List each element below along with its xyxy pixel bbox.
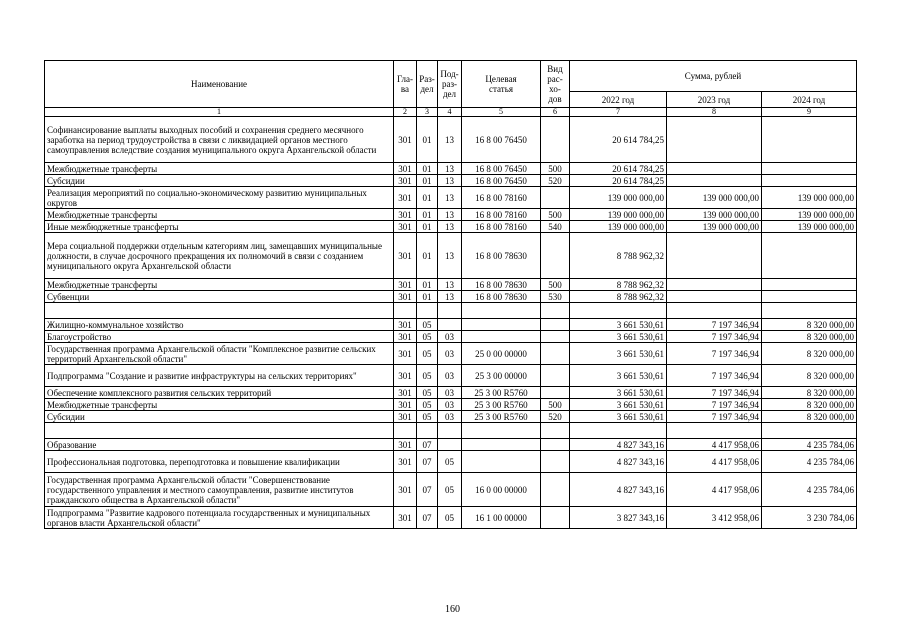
row-name: Субвенции [45, 291, 394, 303]
row-razdel: 05 [417, 365, 438, 387]
row-vid [541, 439, 570, 451]
budget-table [44, 60, 857, 529]
header-2024: 2024 год [762, 92, 857, 108]
row-name: Подпрограмма "Развитие кадрового потенциала государственных и муниципальных органов власти Архангельской области" [45, 507, 394, 529]
row-sum-2023: 4 417 958,06 [667, 473, 762, 507]
row-razdel: 01 [417, 221, 438, 233]
row-sum-2022: 139 000 000,00 [570, 221, 667, 233]
row-sum-2023: 7 197 346,94 [667, 411, 762, 423]
table-row [45, 365, 857, 387]
row-podrazdel: 13 [438, 175, 462, 187]
row-sum-2023: 139 000 000,00 [667, 187, 762, 209]
row-podrazdel: 03 [438, 365, 462, 387]
row-target [462, 451, 541, 473]
row-sum-2022: 3 661 530,61 [570, 411, 667, 423]
column-number: 5 [462, 108, 541, 117]
row-razdel: 07 [417, 507, 438, 529]
row-name [45, 303, 394, 319]
row-razdel [417, 303, 438, 319]
row-podrazdel: 03 [438, 331, 462, 343]
row-sum-2023: 7 197 346,94 [667, 343, 762, 365]
row-sum-2024: 139 000 000,00 [762, 209, 857, 221]
row-sum-2023: 4 417 958,06 [667, 451, 762, 473]
row-target [462, 303, 541, 319]
table-row [45, 473, 857, 507]
row-target [462, 319, 541, 331]
row-sum-2023: 7 197 346,94 [667, 319, 762, 331]
row-razdel: 05 [417, 387, 438, 399]
row-target: 25 3 00 R5760 [462, 411, 541, 423]
header-name: Наименование [45, 61, 394, 108]
row-sum-2023 [667, 279, 762, 291]
row-vid: 500 [541, 209, 570, 221]
row-glava: 301 [394, 117, 417, 163]
row-name: Мера социальной поддержки отдельным категориям лиц, замещавших муниципальные должности, в случае досрочного прекращения их полномочий в связи с созданием муниципального округа Архангельской области [45, 233, 394, 279]
row-sum-2024: 8 320 000,00 [762, 343, 857, 365]
row-name: Софинансирование выплаты выходных пособий и сохранения среднего месячного заработка на период трудоустройства в связи с ликвидацией органов местного самоуправления вследствие создания муниципального округа Архангельской области [45, 117, 394, 163]
row-glava: 301 [394, 187, 417, 209]
row-glava: 301 [394, 439, 417, 451]
row-vid [541, 343, 570, 365]
row-sum-2023: 139 000 000,00 [667, 221, 762, 233]
row-sum-2023 [667, 163, 762, 175]
row-sum-2023: 7 197 346,94 [667, 399, 762, 411]
row-podrazdel [438, 319, 462, 331]
row-target: 16 8 00 78630 [462, 291, 541, 303]
row-sum-2022: 20 614 784,25 [570, 163, 667, 175]
row-podrazdel: 13 [438, 187, 462, 209]
row-target: 16 0 00 00000 [462, 473, 541, 507]
row-target: 25 3 00 R5760 [462, 399, 541, 411]
row-sum-2022: 3 661 530,61 [570, 365, 667, 387]
row-vid [541, 331, 570, 343]
row-vid: 500 [541, 279, 570, 291]
row-sum-2024 [762, 423, 857, 439]
row-podrazdel: 13 [438, 221, 462, 233]
header-vid: Вид рас- хо- дов [541, 61, 570, 108]
row-vid [541, 507, 570, 529]
row-sum-2022: 8 788 962,32 [570, 233, 667, 279]
row-sum-2023 [667, 291, 762, 303]
row-podrazdel: 13 [438, 279, 462, 291]
row-glava: 301 [394, 473, 417, 507]
table-row [45, 291, 857, 303]
row-vid [541, 451, 570, 473]
header-2023: 2023 год [667, 92, 762, 108]
row-vid [541, 319, 570, 331]
row-sum-2024 [762, 117, 857, 163]
row-razdel: 01 [417, 291, 438, 303]
table-row [45, 187, 857, 209]
row-sum-2022: 3 827 343,16 [570, 507, 667, 529]
row-sum-2022: 139 000 000,00 [570, 187, 667, 209]
row-glava: 301 [394, 451, 417, 473]
row-target: 16 1 00 00000 [462, 507, 541, 529]
row-sum-2024 [762, 233, 857, 279]
row-vid [541, 303, 570, 319]
row-vid [541, 473, 570, 507]
row-name: Реализация мероприятий по социально-экономическому развитию муниципальных округов [45, 187, 394, 209]
row-sum-2023: 4 417 958,06 [667, 439, 762, 451]
row-sum-2024: 139 000 000,00 [762, 221, 857, 233]
row-sum-2023 [667, 175, 762, 187]
column-number: 1 [45, 108, 394, 117]
row-sum-2023 [667, 303, 762, 319]
row-podrazdel: 05 [438, 473, 462, 507]
row-glava: 301 [394, 331, 417, 343]
column-number-row [45, 108, 857, 117]
row-sum-2022 [570, 423, 667, 439]
row-target [462, 423, 541, 439]
row-razdel: 05 [417, 319, 438, 331]
row-target: 25 3 00 00000 [462, 365, 541, 387]
row-podrazdel: 05 [438, 451, 462, 473]
table-row [45, 117, 857, 163]
row-target: 16 8 00 76450 [462, 175, 541, 187]
column-number: 6 [541, 108, 570, 117]
table-row [45, 175, 857, 187]
row-sum-2024: 8 320 000,00 [762, 365, 857, 387]
table-row [45, 507, 857, 529]
header-2022: 2022 год [570, 92, 667, 108]
row-sum-2024: 3 230 784,06 [762, 507, 857, 529]
table-row [45, 279, 857, 291]
row-podrazdel [438, 303, 462, 319]
row-sum-2024 [762, 291, 857, 303]
row-podrazdel: 13 [438, 163, 462, 175]
row-sum-2024: 8 320 000,00 [762, 399, 857, 411]
row-sum-2022 [570, 303, 667, 319]
row-sum-2023 [667, 233, 762, 279]
row-sum-2024: 8 320 000,00 [762, 411, 857, 423]
row-sum-2024: 139 000 000,00 [762, 187, 857, 209]
row-vid: 530 [541, 291, 570, 303]
table-row [45, 319, 857, 331]
row-target: 16 8 00 76450 [462, 163, 541, 175]
column-number: 3 [417, 108, 438, 117]
row-name: Государственная программа Архангельской области "Совершенствование государственного управления и местного самоуправления, развитие институтов гражданского общества в Архангельской области" [45, 473, 394, 507]
row-name: Профессиональная подготовка, переподготовка и повышение квалификации [45, 451, 394, 473]
row-vid: 540 [541, 221, 570, 233]
row-razdel: 01 [417, 117, 438, 163]
row-vid [541, 117, 570, 163]
table-row [45, 331, 857, 343]
row-name: Государственная программа Архангельской области "Комплексное развитие сельских территорий Архангельской области" [45, 343, 394, 365]
row-target: 16 8 00 78160 [462, 209, 541, 221]
row-podrazdel: 05 [438, 507, 462, 529]
row-sum-2022: 3 661 530,61 [570, 399, 667, 411]
row-sum-2023: 3 412 958,06 [667, 507, 762, 529]
row-name: Подпрограмма "Создание и развитие инфраструктуры на сельских территориях" [45, 365, 394, 387]
row-vid [541, 387, 570, 399]
row-glava: 301 [394, 233, 417, 279]
row-sum-2022: 3 661 530,61 [570, 319, 667, 331]
row-target: 25 0 00 00000 [462, 343, 541, 365]
row-name: Межбюджетные трансферты [45, 279, 394, 291]
row-glava: 301 [394, 175, 417, 187]
table-row [45, 439, 857, 451]
column-number: 2 [394, 108, 417, 117]
row-vid [541, 187, 570, 209]
row-sum-2022: 4 827 343,16 [570, 439, 667, 451]
row-sum-2022: 3 661 530,61 [570, 331, 667, 343]
row-name: Обеспечение комплексного развития сельских территорий [45, 387, 394, 399]
row-glava: 301 [394, 387, 417, 399]
row-name: Межбюджетные трансферты [45, 399, 394, 411]
row-sum-2024: 8 320 000,00 [762, 387, 857, 399]
row-name: Субсидии [45, 411, 394, 423]
row-sum-2022: 4 827 343,16 [570, 451, 667, 473]
row-vid: 500 [541, 399, 570, 411]
row-target [462, 439, 541, 451]
row-vid: 520 [541, 175, 570, 187]
row-razdel: 01 [417, 163, 438, 175]
page-number: 160 [445, 604, 460, 615]
row-target: 25 3 00 R5760 [462, 387, 541, 399]
column-number: 9 [762, 108, 857, 117]
row-sum-2024: 4 235 784,06 [762, 439, 857, 451]
table-row [45, 451, 857, 473]
row-sum-2024: 4 235 784,06 [762, 473, 857, 507]
row-glava: 301 [394, 221, 417, 233]
row-sum-2023: 7 197 346,94 [667, 365, 762, 387]
row-podrazdel: 03 [438, 387, 462, 399]
row-glava [394, 303, 417, 319]
row-glava: 301 [394, 279, 417, 291]
row-sum-2022: 8 788 962,32 [570, 291, 667, 303]
column-number: 4 [438, 108, 462, 117]
table-row [45, 233, 857, 279]
row-name: Межбюджетные трансферты [45, 163, 394, 175]
row-razdel: 01 [417, 175, 438, 187]
column-number: 7 [570, 108, 667, 117]
row-podrazdel [438, 423, 462, 439]
row-razdel: 05 [417, 343, 438, 365]
row-razdel: 05 [417, 411, 438, 423]
row-razdel: 01 [417, 187, 438, 209]
row-target [462, 331, 541, 343]
row-vid [541, 423, 570, 439]
row-podrazdel: 03 [438, 399, 462, 411]
row-razdel: 07 [417, 473, 438, 507]
table-row [45, 209, 857, 221]
row-sum-2023 [667, 423, 762, 439]
table-row [45, 387, 857, 399]
column-number: 8 [667, 108, 762, 117]
row-sum-2024 [762, 279, 857, 291]
row-razdel: 05 [417, 399, 438, 411]
header-sum: Сумма, рублей [570, 61, 857, 92]
row-glava: 301 [394, 319, 417, 331]
row-podrazdel [438, 439, 462, 451]
table-row [45, 411, 857, 423]
row-razdel: 07 [417, 439, 438, 451]
row-razdel: 05 [417, 331, 438, 343]
row-sum-2024: 8 320 000,00 [762, 331, 857, 343]
row-name: Межбюджетные трансферты [45, 209, 394, 221]
row-glava: 301 [394, 507, 417, 529]
row-vid: 520 [541, 411, 570, 423]
table-row [45, 221, 857, 233]
row-glava: 301 [394, 343, 417, 365]
row-target: 16 8 00 78160 [462, 221, 541, 233]
row-podrazdel: 13 [438, 233, 462, 279]
row-glava: 301 [394, 291, 417, 303]
row-vid: 500 [541, 163, 570, 175]
header-razdel: Раз- дел [417, 61, 438, 108]
table-row [45, 399, 857, 411]
row-sum-2022: 3 661 530,61 [570, 387, 667, 399]
row-name: Образование [45, 439, 394, 451]
row-target: 16 8 00 78630 [462, 233, 541, 279]
row-sum-2022: 20 614 784,25 [570, 175, 667, 187]
row-podrazdel: 03 [438, 411, 462, 423]
row-glava: 301 [394, 411, 417, 423]
row-sum-2022: 20 614 784,25 [570, 117, 667, 163]
row-glava [394, 423, 417, 439]
row-glava: 301 [394, 365, 417, 387]
row-sum-2022: 139 000 000,00 [570, 209, 667, 221]
row-vid [541, 233, 570, 279]
header-glava: Гла- ва [394, 61, 417, 108]
row-sum-2023: 7 197 346,94 [667, 387, 762, 399]
table-spacer-row [45, 423, 857, 439]
header-target: Целевая статья [462, 61, 541, 108]
row-podrazdel: 13 [438, 117, 462, 163]
row-podrazdel: 13 [438, 291, 462, 303]
row-name [45, 423, 394, 439]
row-sum-2022: 3 661 530,61 [570, 343, 667, 365]
row-podrazdel: 03 [438, 343, 462, 365]
table-row [45, 343, 857, 365]
row-name: Жилищно-коммунальное хозяйство [45, 319, 394, 331]
row-podrazdel: 13 [438, 209, 462, 221]
row-target: 16 8 00 78160 [462, 187, 541, 209]
row-target: 16 8 00 78630 [462, 279, 541, 291]
row-target: 16 8 00 76450 [462, 117, 541, 163]
row-name: Иные межбюджетные трансферты [45, 221, 394, 233]
row-sum-2024: 4 235 784,06 [762, 451, 857, 473]
row-sum-2024 [762, 303, 857, 319]
row-razdel: 01 [417, 279, 438, 291]
row-glava: 301 [394, 209, 417, 221]
row-sum-2022: 4 827 343,16 [570, 473, 667, 507]
row-sum-2023: 7 197 346,94 [667, 331, 762, 343]
row-sum-2023 [667, 117, 762, 163]
row-sum-2024 [762, 163, 857, 175]
row-glava: 301 [394, 399, 417, 411]
row-razdel: 01 [417, 233, 438, 279]
row-vid [541, 365, 570, 387]
table-spacer-row [45, 303, 857, 319]
row-glava: 301 [394, 163, 417, 175]
row-razdel: 01 [417, 209, 438, 221]
header-podrazdel: Под- раз- дел [438, 61, 462, 108]
row-razdel [417, 423, 438, 439]
row-sum-2023: 139 000 000,00 [667, 209, 762, 221]
row-sum-2024 [762, 175, 857, 187]
table-row [45, 163, 857, 175]
row-sum-2022: 8 788 962,32 [570, 279, 667, 291]
row-name: Благоустройство [45, 331, 394, 343]
row-name: Субсидии [45, 175, 394, 187]
row-sum-2024: 8 320 000,00 [762, 319, 857, 331]
row-razdel: 07 [417, 451, 438, 473]
